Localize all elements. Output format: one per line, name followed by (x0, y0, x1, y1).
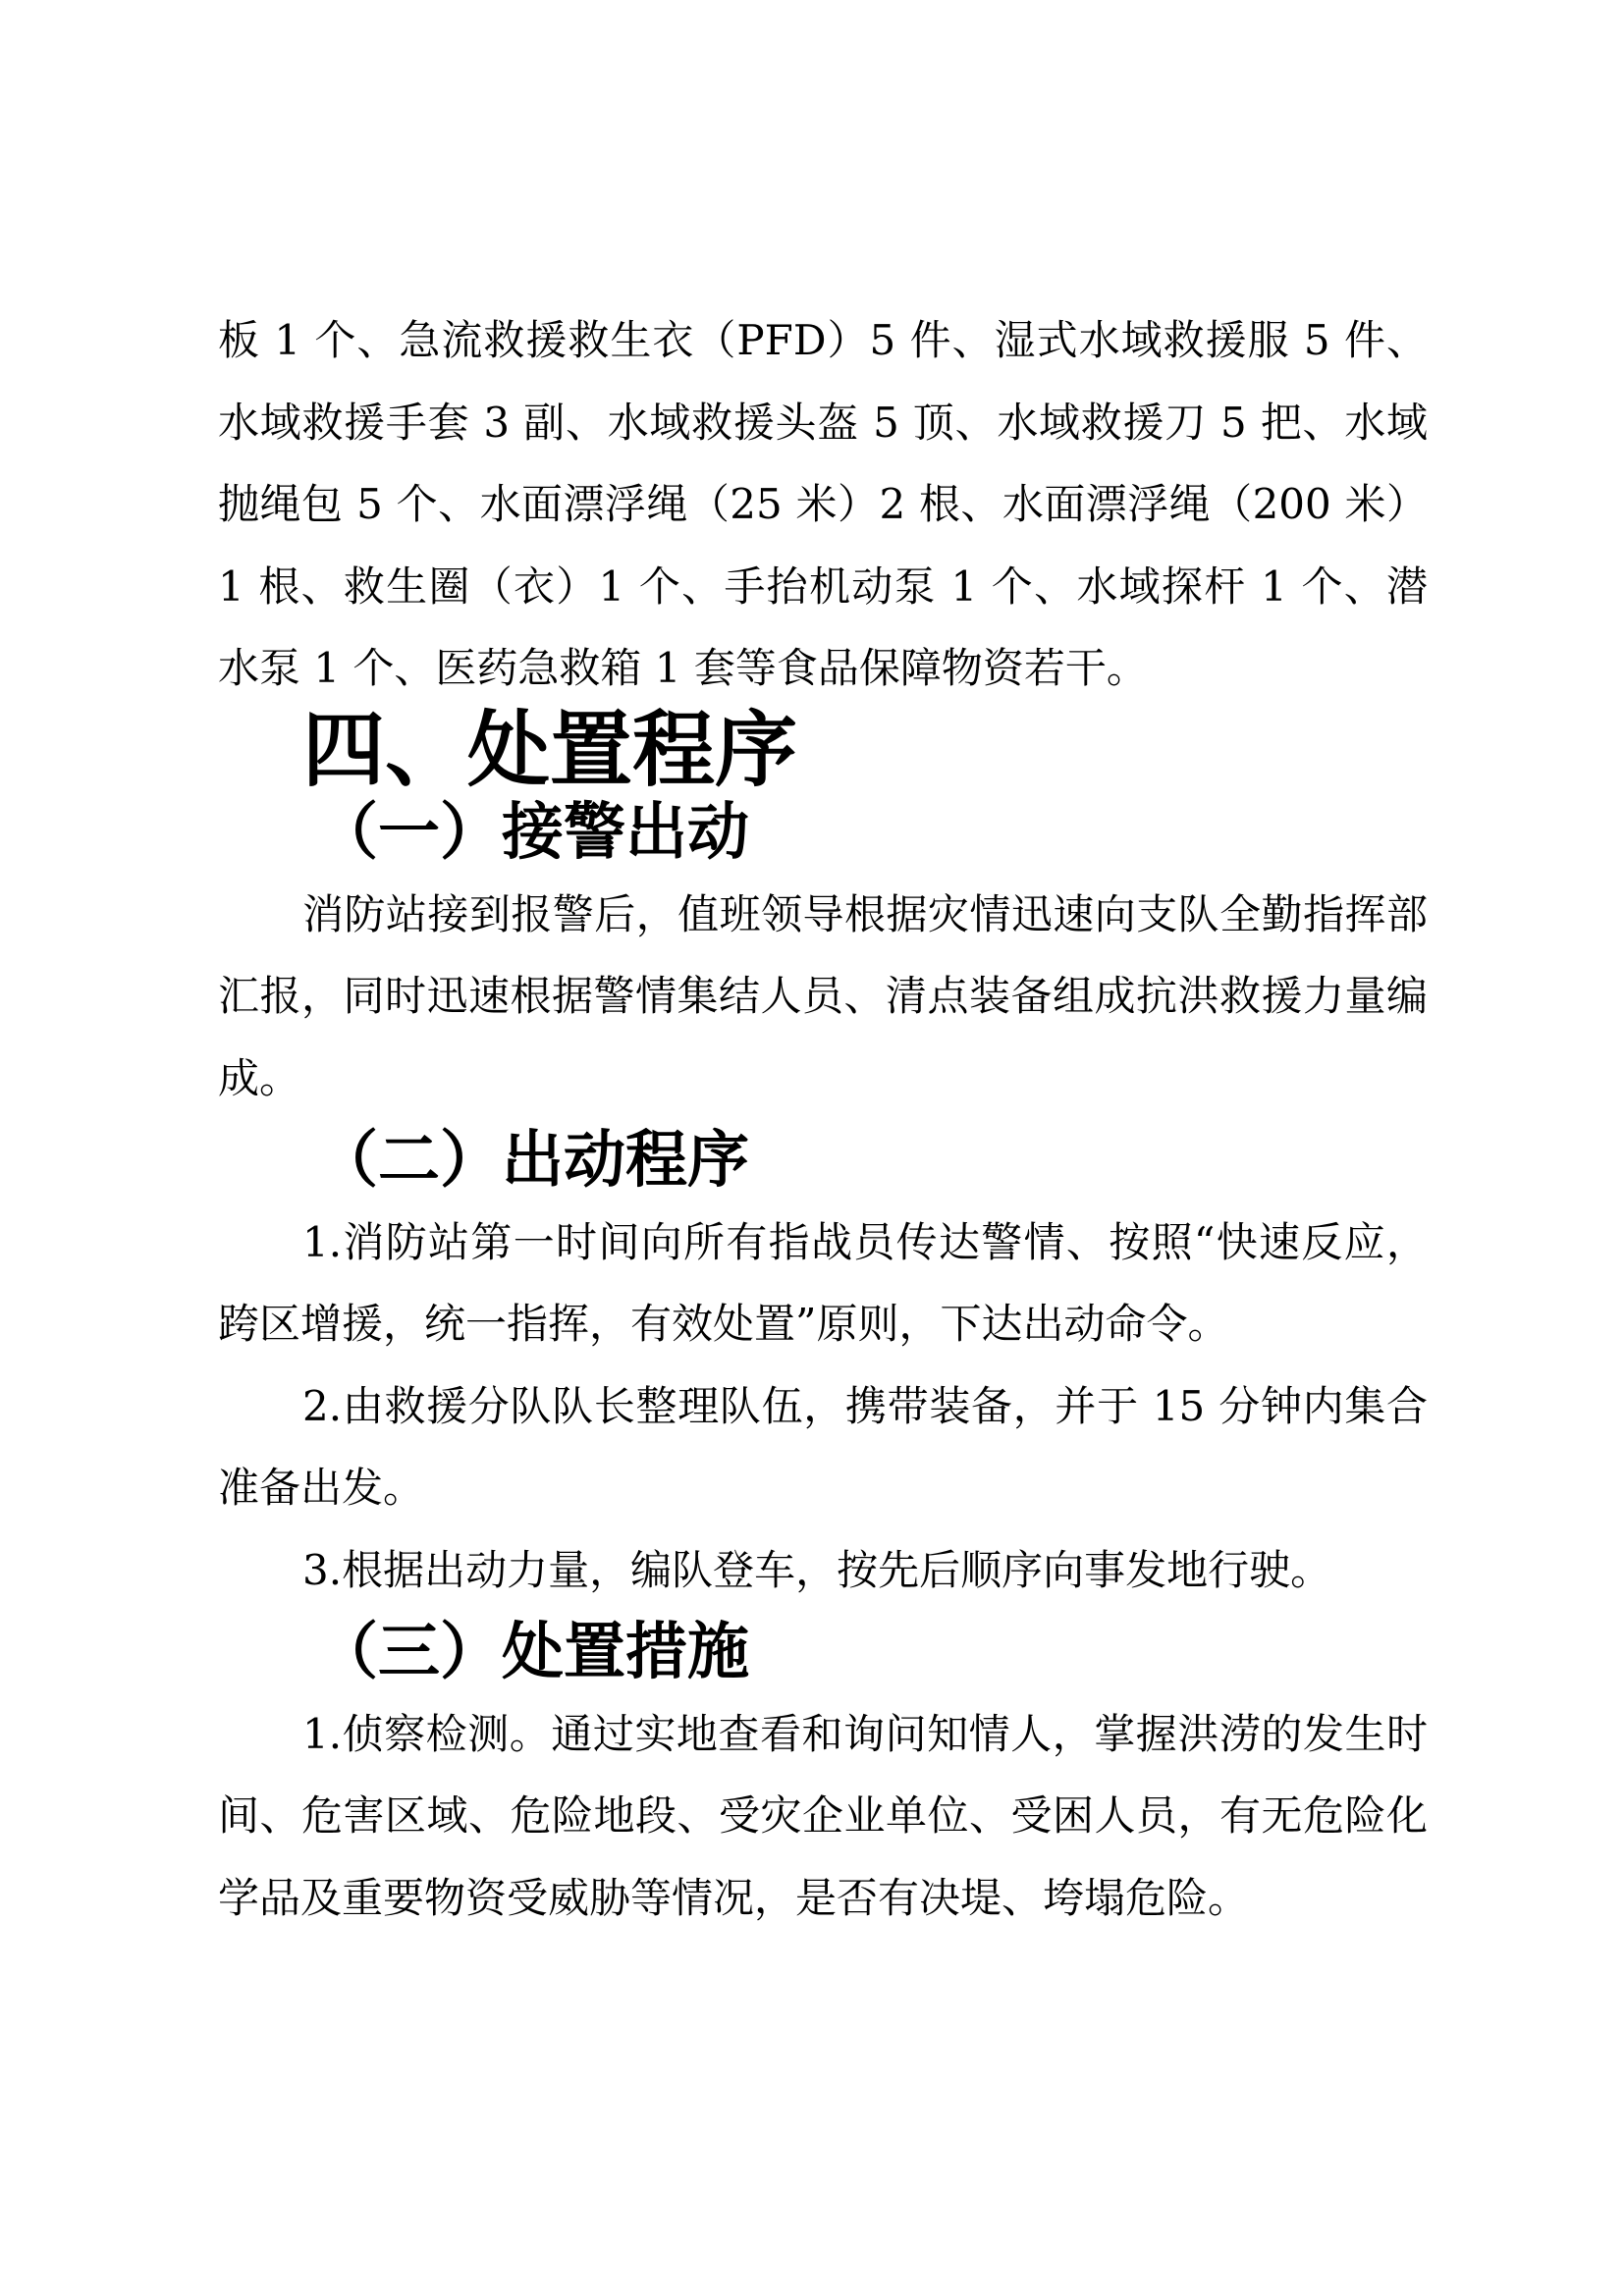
dispatch-step-3: 3.根据出动力量，编队登车，按先后顺序向事发地行驶。 (302, 1545, 1332, 1594)
dispatch-step-2: 2.由救援分队队长整理队伍，携带装备，并于 15 分钟内集合准备出发。 (218, 1381, 1428, 1512)
subsection-heading-alarm-dispatch: （一）接警出动 (316, 796, 749, 868)
document-page (218, 299, 1428, 1939)
dispatch-step-1: 1.消防站第一时间向所有指战员传达警情、按照“快速反应，跨区增援，统一指挥，有效处置”原则，下达出动命令。 (218, 1217, 1428, 1348)
measure-1-reconnaissance: 1.侦察检测。通过实地查看和询问知情人，掌握洪涝的发生时间、危害区域、危险地段、受灾企业单位、受困人员，有无危险化学品及重要物资受威胁等情况，是否有决堤、垮塌危险。 (218, 1709, 1428, 1922)
alarm-dispatch-paragraph: 消防站接到报警后，值班领导根据灾情迅速向支队全勤指挥部汇报，同时迅速根据警情集结人员、清点装备组成抗洪救援力量编成。 (218, 889, 1428, 1102)
equipment-list-paragraph: 板 1 个、急流救援救生衣（PFD）5 件、湿式水域救援服 5 件、水域救援手套 3 副、水域救援头盔 5 顶、水域救援刀 5 把、水域抛绳包 5 个、水面漂浮绳（25 米）2 根、水面漂浮绳（200 米）1 根、救生圈（衣）1 个、手抬机动泵 1 个、水域探杆 1 个、潜水泵 1 个、医药急救箱 1 套等食品保障物资若干。 (218, 316, 1428, 692)
subsection-heading-dispatch-procedure: （二）出动程序 (316, 1124, 749, 1196)
section-heading-disposal-procedure: 四、处置程序 (302, 701, 798, 798)
subsection-heading-disposal-measures: （三）处置措施 (316, 1616, 749, 1687)
